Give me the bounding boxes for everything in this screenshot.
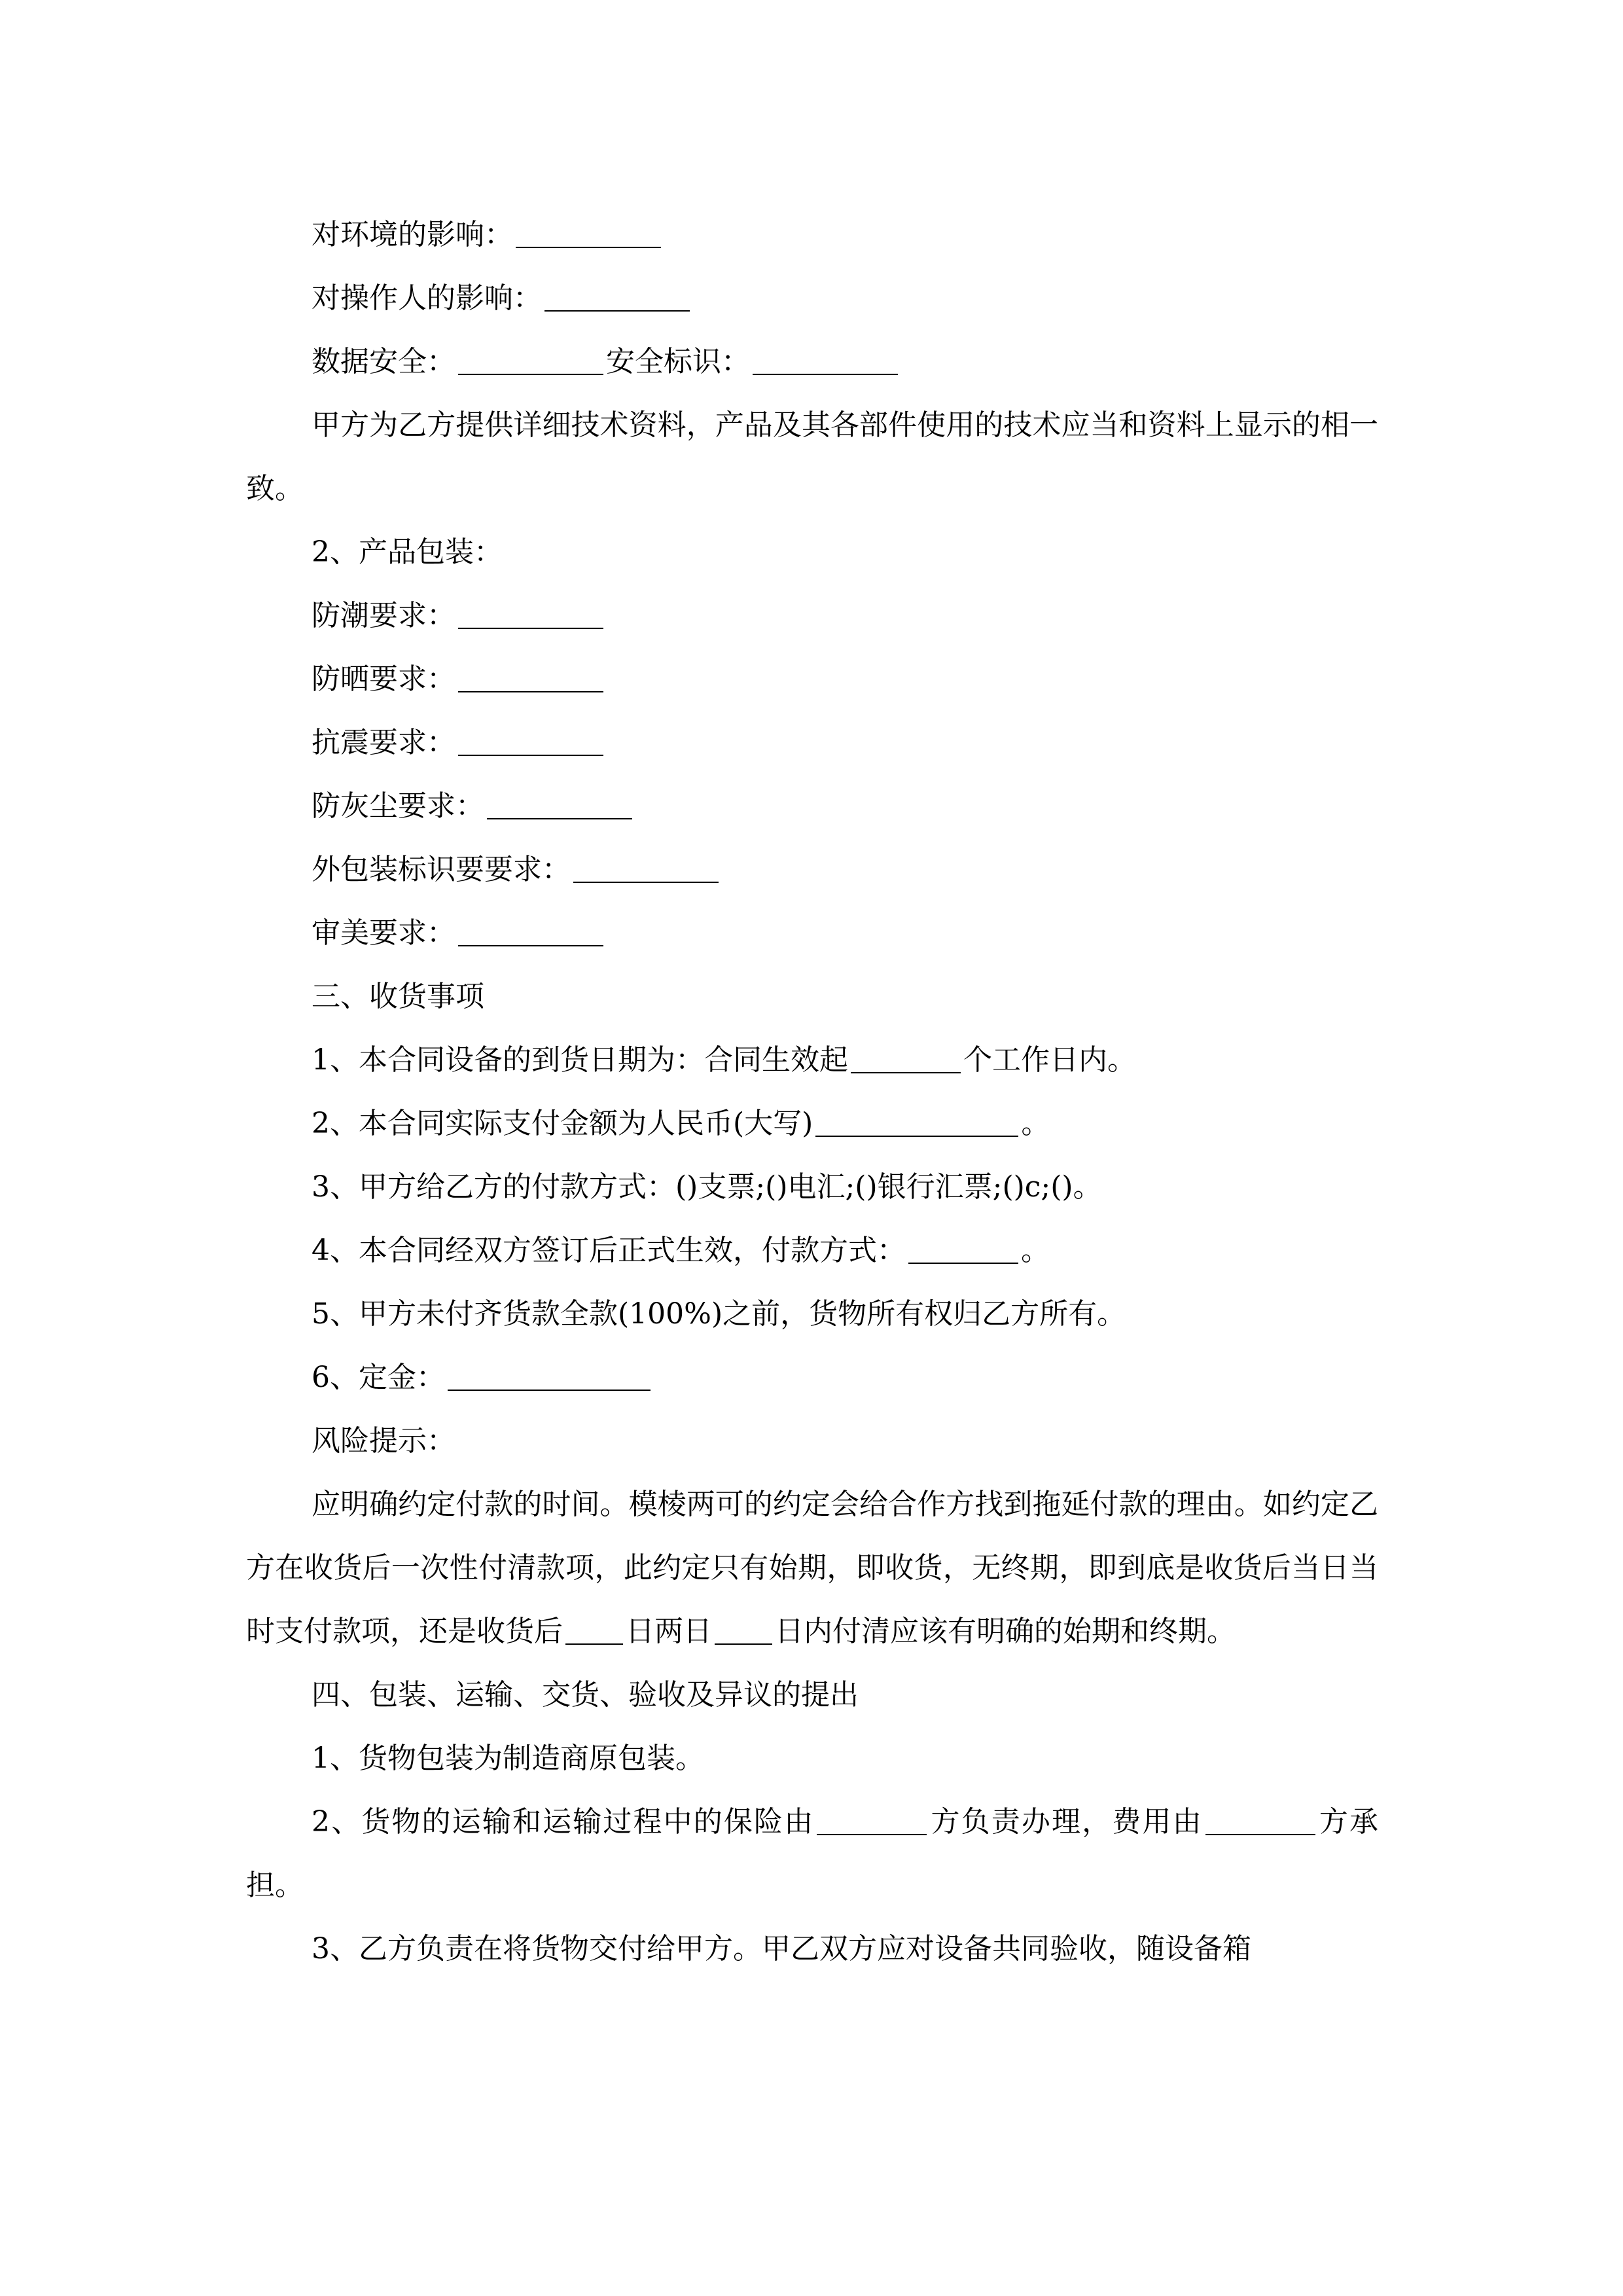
outer-label-line: 外包装标识要要求：: [246, 838, 1378, 901]
packaging-heading: 2、产品包装：: [312, 535, 503, 569]
safety-mark-blank[interactable]: [753, 345, 898, 375]
env-impact-blank[interactable]: [516, 218, 661, 248]
outer-label-blank[interactable]: [573, 853, 719, 883]
days-blank-1[interactable]: [565, 1615, 623, 1645]
moisture-blank[interactable]: [458, 599, 603, 629]
data-security-line: 数据安全： 安全标识：: [246, 330, 1378, 393]
risk-paragraph: 应明确约定付款的时间。模棱两可的约定会给合作方找到拖延付款的理由。如约定乙方在收货后一次性付清款项，此约定只有始期，即收货，无终期，即到底是收货后当日当时支付款项，还是收货后 日两日 日内付清应该有明确的始期和终期。: [246, 1488, 1378, 1648]
insurance-party-blank[interactable]: [817, 1805, 927, 1835]
dust-line: 防灰尘要求：: [246, 774, 1378, 838]
shock-blank[interactable]: [458, 726, 603, 756]
payment-method-blank[interactable]: [908, 1234, 1018, 1264]
document-page: [246, 203, 1378, 1981]
aesthetic-line: 审美要求：: [246, 901, 1378, 965]
operator-impact-line: 对操作人的影响：: [246, 266, 1378, 330]
section4-item-2: 2、货物的运输和运输过程中的保险由 方负责办理，费用由 方承担。: [246, 1805, 1379, 1902]
receiving-item-5: 5、甲方未付齐货款全款(100%)之前，货物所有权归乙方所有。: [312, 1297, 1126, 1331]
receiving-heading: 三、收货事项: [312, 980, 484, 1013]
tech-docs-paragraph: 甲方为乙方提供详细技术资料，产品及其各部件使用的技术应当和资料上显示的相一致。: [246, 408, 1378, 505]
section4-item-1: 1、货物包装为制造商原包装。: [312, 1742, 704, 1775]
receiving-item-1: 1、本合同设备的到货日期为：合同生效起 个工作日内。: [312, 1043, 1136, 1077]
sun-blank[interactable]: [458, 662, 603, 692]
deposit-blank[interactable]: [448, 1361, 651, 1391]
operator-impact-blank[interactable]: [544, 281, 690, 312]
cost-party-blank[interactable]: [1205, 1805, 1315, 1835]
days-blank-2[interactable]: [715, 1615, 772, 1645]
data-security-blank[interactable]: [458, 345, 603, 375]
env-impact-line: 对环境的影响：: [246, 203, 1378, 266]
receiving-item-4: 4、本合同经双方签订后正式生效，付款方式： 。: [312, 1234, 1050, 1267]
receiving-item-6: 6、定金：: [246, 1346, 1378, 1409]
moisture-line: 防潮要求：: [246, 584, 1378, 647]
risk-heading: 风险提示：: [312, 1424, 455, 1458]
section4-heading: 四、包装、运输、交货、验收及异议的提出: [312, 1678, 859, 1712]
delivery-days-blank[interactable]: [851, 1043, 961, 1073]
receiving-item-2: 2、本合同实际支付金额为人民币(大写) 。: [312, 1107, 1050, 1140]
receiving-item-3: 3、甲方给乙方的付款方式：()支票;()电汇;()银行汇票;()c;()。: [312, 1170, 1102, 1204]
aesthetic-blank[interactable]: [458, 916, 603, 946]
section4-item-3: 3、乙方负责在将货物交付给甲方。甲乙双方应对设备共同验收，随设备箱: [312, 1932, 1251, 1965]
shock-line: 抗震要求：: [246, 711, 1378, 774]
sun-line: 防晒要求：: [246, 647, 1378, 711]
amount-blank[interactable]: [815, 1107, 1018, 1137]
dust-blank[interactable]: [487, 789, 632, 819]
